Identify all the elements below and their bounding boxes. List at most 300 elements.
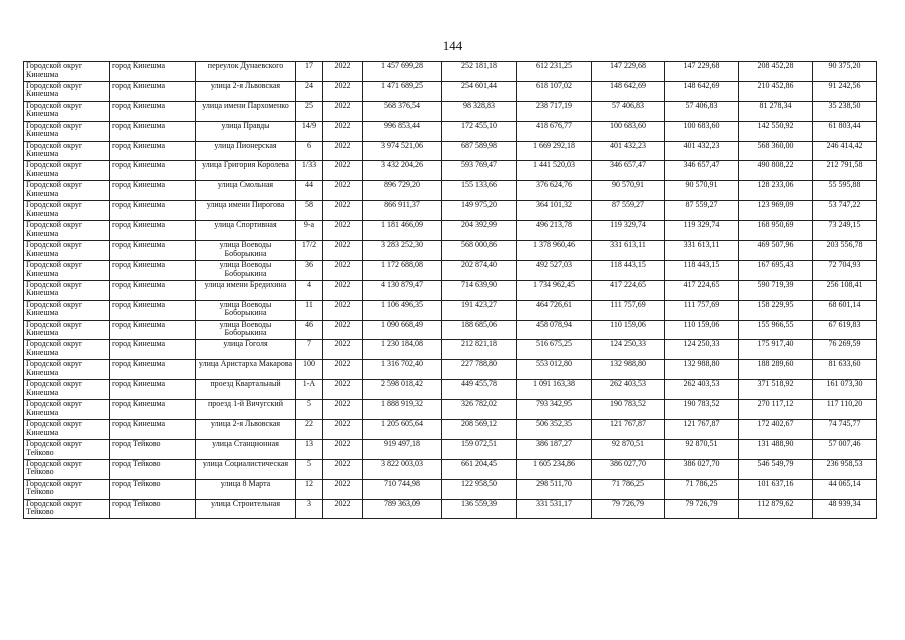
- amount-cell: 793 342,95: [517, 400, 592, 420]
- house-cell: 11: [296, 300, 323, 320]
- district-cell: Городской округ Кинешма: [24, 141, 110, 161]
- amount-cell: 687 589,98: [442, 141, 517, 161]
- year-cell: 2022: [323, 280, 363, 300]
- city-cell: город Кинешма: [110, 141, 196, 161]
- street-cell: проезд 1-й Вичугский: [196, 400, 296, 420]
- amount-cell: 590 719,39: [739, 280, 813, 300]
- amount-cell: 262 403,53: [665, 380, 739, 400]
- year-cell: 2022: [323, 300, 363, 320]
- amount-cell: 136 559,39: [442, 499, 517, 519]
- total-cost-cell: 3 974 521,06: [363, 141, 442, 161]
- total-cost-cell: 1 106 496,35: [363, 300, 442, 320]
- table-row: [24, 141, 877, 161]
- amount-cell: 490 808,22: [739, 161, 813, 181]
- district-cell: Городской округ Кинешма: [24, 400, 110, 420]
- amount-cell: 227 788,80: [442, 360, 517, 380]
- street-cell: улица 2-я Львовская: [196, 420, 296, 440]
- table-row: [24, 420, 877, 440]
- amount-cell: 79 726,79: [665, 499, 739, 519]
- district-cell: Городской округ Тейково: [24, 439, 110, 459]
- table-row: [24, 280, 877, 300]
- total-cost-cell: 919 497,18: [363, 439, 442, 459]
- amount-cell: 35 238,50: [813, 101, 877, 121]
- amount-cell: 155 966,55: [739, 320, 813, 340]
- district-cell: Городской округ Кинешма: [24, 161, 110, 181]
- amount-cell: 212 791,58: [813, 161, 877, 181]
- city-cell: город Кинешма: [110, 201, 196, 221]
- amount-cell: 210 452,86: [739, 81, 813, 101]
- table-row: [24, 400, 877, 420]
- city-cell: город Кинешма: [110, 280, 196, 300]
- amount-cell: 1 669 292,18: [517, 141, 592, 161]
- table-row: [24, 62, 877, 82]
- city-cell: город Кинешма: [110, 320, 196, 340]
- amount-cell: 79 726,79: [592, 499, 665, 519]
- amount-cell: 612 231,25: [517, 62, 592, 82]
- amount-cell: 376 624,76: [517, 181, 592, 201]
- street-cell: улица Станционная: [196, 439, 296, 459]
- street-cell: улица Воеводы Боборыкина: [196, 260, 296, 280]
- house-cell: 3: [296, 499, 323, 519]
- street-cell: улица Гоголя: [196, 340, 296, 360]
- city-cell: город Кинешма: [110, 181, 196, 201]
- amount-cell: 87 559,27: [665, 201, 739, 221]
- table-row: [24, 439, 877, 459]
- street-cell: улица Спортивная: [196, 221, 296, 241]
- year-cell: 2022: [323, 221, 363, 241]
- total-cost-cell: 1 457 699,28: [363, 62, 442, 82]
- amount-cell: 1 378 960,46: [517, 241, 592, 261]
- table-row: [24, 340, 877, 360]
- table-row: [24, 101, 877, 121]
- amount-cell: 72 704,93: [813, 260, 877, 280]
- amount-cell: 91 242,56: [813, 81, 877, 101]
- district-cell: Городской округ Кинешма: [24, 201, 110, 221]
- year-cell: 2022: [323, 459, 363, 479]
- district-cell: Городской округ Тейково: [24, 499, 110, 519]
- amount-cell: 386 027,70: [665, 459, 739, 479]
- city-cell: город Кинешма: [110, 260, 196, 280]
- house-cell: 9-а: [296, 221, 323, 241]
- year-cell: 2022: [323, 479, 363, 499]
- amount-cell: 90 375,20: [813, 62, 877, 82]
- table-row: [24, 161, 877, 181]
- amount-cell: 44 065,14: [813, 479, 877, 499]
- city-cell: город Кинешма: [110, 400, 196, 420]
- amount-cell: 122 958,50: [442, 479, 517, 499]
- total-cost-cell: 3 432 204,26: [363, 161, 442, 181]
- amount-cell: 161 073,30: [813, 380, 877, 400]
- city-cell: город Кинешма: [110, 360, 196, 380]
- district-cell: Городской округ Кинешма: [24, 380, 110, 400]
- amount-cell: 331 613,11: [592, 241, 665, 261]
- district-cell: Городской округ Кинешма: [24, 221, 110, 241]
- amount-cell: 246 414,42: [813, 141, 877, 161]
- amount-cell: 168 950,69: [739, 221, 813, 241]
- amount-cell: 1 605 234,86: [517, 459, 592, 479]
- amount-cell: 57 406,83: [665, 101, 739, 121]
- amount-cell: 119 329,74: [665, 221, 739, 241]
- amount-cell: 90 570,91: [665, 181, 739, 201]
- amount-cell: 147 229,68: [665, 62, 739, 82]
- total-cost-cell: 4 130 879,47: [363, 280, 442, 300]
- amount-cell: 158 229,95: [739, 300, 813, 320]
- amount-cell: 90 570,91: [592, 181, 665, 201]
- amount-cell: 101 637,16: [739, 479, 813, 499]
- year-cell: 2022: [323, 241, 363, 261]
- table-row: [24, 201, 877, 221]
- district-cell: Городской округ Кинешма: [24, 420, 110, 440]
- district-cell: Городской округ Тейково: [24, 459, 110, 479]
- house-cell: 4: [296, 280, 323, 300]
- amount-cell: 298 511,70: [517, 479, 592, 499]
- amount-cell: 188 685,06: [442, 320, 517, 340]
- district-cell: Городской округ Кинешма: [24, 280, 110, 300]
- house-cell: 100: [296, 360, 323, 380]
- year-cell: 2022: [323, 400, 363, 420]
- total-cost-cell: 789 363,09: [363, 499, 442, 519]
- total-cost-cell: 1 205 605,64: [363, 420, 442, 440]
- table-row: [24, 300, 877, 320]
- amount-cell: 110 159,06: [665, 320, 739, 340]
- table-body: [24, 62, 877, 519]
- amount-cell: 270 117,12: [739, 400, 813, 420]
- year-cell: 2022: [323, 420, 363, 440]
- total-cost-cell: 1 316 702,40: [363, 360, 442, 380]
- district-cell: Городской округ Кинешма: [24, 81, 110, 101]
- amount-cell: 417 224,65: [592, 280, 665, 300]
- district-cell: Городской округ Кинешма: [24, 300, 110, 320]
- amount-cell: 121 767,87: [665, 420, 739, 440]
- amount-cell: 123 969,09: [739, 201, 813, 221]
- amount-cell: 492 527,03: [517, 260, 592, 280]
- amount-cell: 202 874,40: [442, 260, 517, 280]
- amount-cell: 98 328,83: [442, 101, 517, 121]
- table-row: [24, 181, 877, 201]
- amount-cell: 568 000,86: [442, 241, 517, 261]
- amount-cell: 371 518,92: [739, 380, 813, 400]
- housing-repair-table: [23, 61, 877, 519]
- street-cell: улица Григория Королева: [196, 161, 296, 181]
- total-cost-cell: 866 911,37: [363, 201, 442, 221]
- amount-cell: 546 549,79: [739, 459, 813, 479]
- amount-cell: 1 441 520,03: [517, 161, 592, 181]
- street-cell: улица Воеводы Боборыкина: [196, 300, 296, 320]
- amount-cell: 191 423,27: [442, 300, 517, 320]
- amount-cell: 331 531,17: [517, 499, 592, 519]
- amount-cell: 593 769,47: [442, 161, 517, 181]
- amount-cell: 469 507,96: [739, 241, 813, 261]
- amount-cell: 661 204,45: [442, 459, 517, 479]
- city-cell: город Кинешма: [110, 241, 196, 261]
- amount-cell: 364 101,32: [517, 201, 592, 221]
- amount-cell: 118 443,15: [665, 260, 739, 280]
- amount-cell: 417 224,65: [665, 280, 739, 300]
- city-cell: город Тейково: [110, 499, 196, 519]
- street-cell: переулок Дунаевского: [196, 62, 296, 82]
- house-cell: 22: [296, 420, 323, 440]
- amount-cell: 110 159,06: [592, 320, 665, 340]
- year-cell: 2022: [323, 380, 363, 400]
- amount-cell: 81 278,34: [739, 101, 813, 121]
- amount-cell: 188 289,60: [739, 360, 813, 380]
- amount-cell: 254 601,44: [442, 81, 517, 101]
- street-cell: улица Аристарха Макарова: [196, 360, 296, 380]
- district-cell: Городской округ Кинешма: [24, 260, 110, 280]
- street-cell: улица Социалистическая: [196, 459, 296, 479]
- amount-cell: 48 939,34: [813, 499, 877, 519]
- year-cell: 2022: [323, 320, 363, 340]
- amount-cell: 175 917,40: [739, 340, 813, 360]
- amount-cell: 418 676,77: [517, 121, 592, 141]
- total-cost-cell: 996 853,44: [363, 121, 442, 141]
- year-cell: 2022: [323, 81, 363, 101]
- year-cell: 2022: [323, 439, 363, 459]
- year-cell: 2022: [323, 121, 363, 141]
- street-cell: улица Строительная: [196, 499, 296, 519]
- year-cell: 2022: [323, 62, 363, 82]
- district-cell: Городской округ Тейково: [24, 479, 110, 499]
- amount-cell: 208 569,12: [442, 420, 517, 440]
- amount-cell: 208 452,28: [739, 62, 813, 82]
- amount-cell: 142 550,92: [739, 121, 813, 141]
- street-cell: проезд Квартальный: [196, 380, 296, 400]
- table-row: [24, 260, 877, 280]
- amount-cell: 148 642,69: [665, 81, 739, 101]
- amount-cell: 111 757,69: [592, 300, 665, 320]
- district-cell: Городской округ Кинешма: [24, 181, 110, 201]
- city-cell: город Кинешма: [110, 380, 196, 400]
- city-cell: город Тейково: [110, 479, 196, 499]
- amount-cell: 67 619,83: [813, 320, 877, 340]
- amount-cell: 326 782,02: [442, 400, 517, 420]
- amount-cell: 81 633,60: [813, 360, 877, 380]
- amount-cell: 401 432,23: [665, 141, 739, 161]
- amount-cell: 346 657,47: [592, 161, 665, 181]
- amount-cell: 458 078,94: [517, 320, 592, 340]
- amount-cell: 1 091 163,38: [517, 380, 592, 400]
- city-cell: город Тейково: [110, 459, 196, 479]
- street-cell: улица Пионерская: [196, 141, 296, 161]
- amount-cell: 132 988,80: [592, 360, 665, 380]
- amount-cell: 212 821,18: [442, 340, 517, 360]
- district-cell: Городской округ Кинешма: [24, 101, 110, 121]
- amount-cell: 190 783,52: [665, 400, 739, 420]
- year-cell: 2022: [323, 340, 363, 360]
- house-cell: 14/9: [296, 121, 323, 141]
- city-cell: город Кинешма: [110, 161, 196, 181]
- city-cell: город Кинешма: [110, 62, 196, 82]
- amount-cell: 167 695,43: [739, 260, 813, 280]
- amount-cell: 71 786,25: [592, 479, 665, 499]
- amount-cell: 92 870,51: [592, 439, 665, 459]
- street-cell: улица имени Пархоменко: [196, 101, 296, 121]
- total-cost-cell: 3 283 252,30: [363, 241, 442, 261]
- amount-cell: 149 975,20: [442, 201, 517, 221]
- amount-cell: 331 613,11: [665, 241, 739, 261]
- amount-cell: 121 767,87: [592, 420, 665, 440]
- year-cell: 2022: [323, 260, 363, 280]
- amount-cell: 155 133,66: [442, 181, 517, 201]
- amount-cell: 74 745,77: [813, 420, 877, 440]
- amount-cell: 117 110,20: [813, 400, 877, 420]
- house-cell: 6: [296, 141, 323, 161]
- house-cell: 17: [296, 62, 323, 82]
- house-cell: 1-А: [296, 380, 323, 400]
- amount-cell: 132 988,80: [665, 360, 739, 380]
- total-cost-cell: 710 744,98: [363, 479, 442, 499]
- total-cost-cell: 1 181 466,09: [363, 221, 442, 241]
- house-cell: 25: [296, 101, 323, 121]
- city-cell: город Кинешма: [110, 420, 196, 440]
- amount-cell: 386 027,70: [592, 459, 665, 479]
- amount-cell: 147 229,68: [592, 62, 665, 82]
- city-cell: город Кинешма: [110, 101, 196, 121]
- street-cell: улица Правды: [196, 121, 296, 141]
- amount-cell: 87 559,27: [592, 201, 665, 221]
- city-cell: город Кинешма: [110, 81, 196, 101]
- amount-cell: 568 360,00: [739, 141, 813, 161]
- street-cell: улица имени Пирогова: [196, 201, 296, 221]
- district-cell: Городской округ Кинешма: [24, 62, 110, 82]
- amount-cell: 71 786,25: [665, 479, 739, 499]
- year-cell: 2022: [323, 499, 363, 519]
- amount-cell: 131 488,90: [739, 439, 813, 459]
- district-cell: Городской округ Кинешма: [24, 360, 110, 380]
- year-cell: 2022: [323, 181, 363, 201]
- amount-cell: 238 717,19: [517, 101, 592, 121]
- table-row: [24, 221, 877, 241]
- page-number: 144: [442, 38, 463, 53]
- house-cell: 1/33: [296, 161, 323, 181]
- table-row: [24, 479, 877, 499]
- amount-cell: 119 329,74: [592, 221, 665, 241]
- amount-cell: 516 675,25: [517, 340, 592, 360]
- street-cell: улица Смольная: [196, 181, 296, 201]
- house-cell: 5: [296, 400, 323, 420]
- amount-cell: 112 879,62: [739, 499, 813, 519]
- house-cell: 5: [296, 459, 323, 479]
- house-cell: 44: [296, 181, 323, 201]
- amount-cell: 55 595,88: [813, 181, 877, 201]
- table-row: [24, 81, 877, 101]
- table-row: [24, 360, 877, 380]
- house-cell: 36: [296, 260, 323, 280]
- table-row: [24, 380, 877, 400]
- year-cell: 2022: [323, 101, 363, 121]
- amount-cell: 57 406,83: [592, 101, 665, 121]
- amount-cell: 172 402,67: [739, 420, 813, 440]
- city-cell: город Кинешма: [110, 121, 196, 141]
- amount-cell: 236 958,53: [813, 459, 877, 479]
- amount-cell: 57 007,46: [813, 439, 877, 459]
- total-cost-cell: 1 888 919,32: [363, 400, 442, 420]
- amount-cell: 1 734 962,45: [517, 280, 592, 300]
- amount-cell: 553 012,80: [517, 360, 592, 380]
- house-cell: 7: [296, 340, 323, 360]
- district-cell: Городской округ Кинешма: [24, 320, 110, 340]
- amount-cell: 61 803,44: [813, 121, 877, 141]
- year-cell: 2022: [323, 141, 363, 161]
- amount-cell: 204 392,99: [442, 221, 517, 241]
- total-cost-cell: 1 172 688,08: [363, 260, 442, 280]
- amount-cell: 449 455,78: [442, 380, 517, 400]
- street-cell: улица 2-я Львовская: [196, 81, 296, 101]
- house-cell: 13: [296, 439, 323, 459]
- table-row: [24, 499, 877, 519]
- amount-cell: 172 455,10: [442, 121, 517, 141]
- house-cell: 46: [296, 320, 323, 340]
- city-cell: город Кинешма: [110, 221, 196, 241]
- city-cell: город Кинешма: [110, 300, 196, 320]
- amount-cell: 159 072,51: [442, 439, 517, 459]
- table-row: [24, 459, 877, 479]
- street-cell: улица Воеводы Боборыкина: [196, 320, 296, 340]
- amount-cell: 714 639,90: [442, 280, 517, 300]
- house-cell: 24: [296, 81, 323, 101]
- amount-cell: 386 187,27: [517, 439, 592, 459]
- district-cell: Городской округ Кинешма: [24, 121, 110, 141]
- street-cell: улица Воеводы Боборыкина: [196, 241, 296, 261]
- table-row: [24, 241, 877, 261]
- house-cell: 58: [296, 201, 323, 221]
- year-cell: 2022: [323, 201, 363, 221]
- city-cell: город Кинешма: [110, 340, 196, 360]
- amount-cell: 148 642,69: [592, 81, 665, 101]
- city-cell: город Тейково: [110, 439, 196, 459]
- table-row: [24, 121, 877, 141]
- total-cost-cell: 1 090 668,49: [363, 320, 442, 340]
- total-cost-cell: 1 230 184,08: [363, 340, 442, 360]
- amount-cell: 76 269,59: [813, 340, 877, 360]
- amount-cell: 92 870,51: [665, 439, 739, 459]
- amount-cell: 401 432,23: [592, 141, 665, 161]
- amount-cell: 53 747,22: [813, 201, 877, 221]
- amount-cell: 124 250,33: [592, 340, 665, 360]
- amount-cell: 496 213,78: [517, 221, 592, 241]
- amount-cell: 100 683,60: [665, 121, 739, 141]
- amount-cell: 128 233,06: [739, 181, 813, 201]
- district-cell: Городской округ Кинешма: [24, 340, 110, 360]
- amount-cell: 203 556,78: [813, 241, 877, 261]
- street-cell: улица 8 Марта: [196, 479, 296, 499]
- table-row: [24, 320, 877, 340]
- total-cost-cell: 568 376,54: [363, 101, 442, 121]
- street-cell: улица имени Бредихина: [196, 280, 296, 300]
- amount-cell: 73 249,15: [813, 221, 877, 241]
- amount-cell: 111 757,69: [665, 300, 739, 320]
- total-cost-cell: 1 471 689,25: [363, 81, 442, 101]
- amount-cell: 100 683,60: [592, 121, 665, 141]
- amount-cell: 252 181,18: [442, 62, 517, 82]
- amount-cell: 464 726,61: [517, 300, 592, 320]
- house-cell: 12: [296, 479, 323, 499]
- year-cell: 2022: [323, 161, 363, 181]
- amount-cell: 262 403,53: [592, 380, 665, 400]
- year-cell: 2022: [323, 360, 363, 380]
- amount-cell: 618 107,02: [517, 81, 592, 101]
- house-cell: 17/2: [296, 241, 323, 261]
- amount-cell: 346 657,47: [665, 161, 739, 181]
- amount-cell: 118 443,15: [592, 260, 665, 280]
- total-cost-cell: 896 729,20: [363, 181, 442, 201]
- amount-cell: 256 108,41: [813, 280, 877, 300]
- total-cost-cell: 2 598 018,42: [363, 380, 442, 400]
- amount-cell: 190 783,52: [592, 400, 665, 420]
- amount-cell: 124 250,33: [665, 340, 739, 360]
- total-cost-cell: 3 822 003,03: [363, 459, 442, 479]
- amount-cell: 506 352,35: [517, 420, 592, 440]
